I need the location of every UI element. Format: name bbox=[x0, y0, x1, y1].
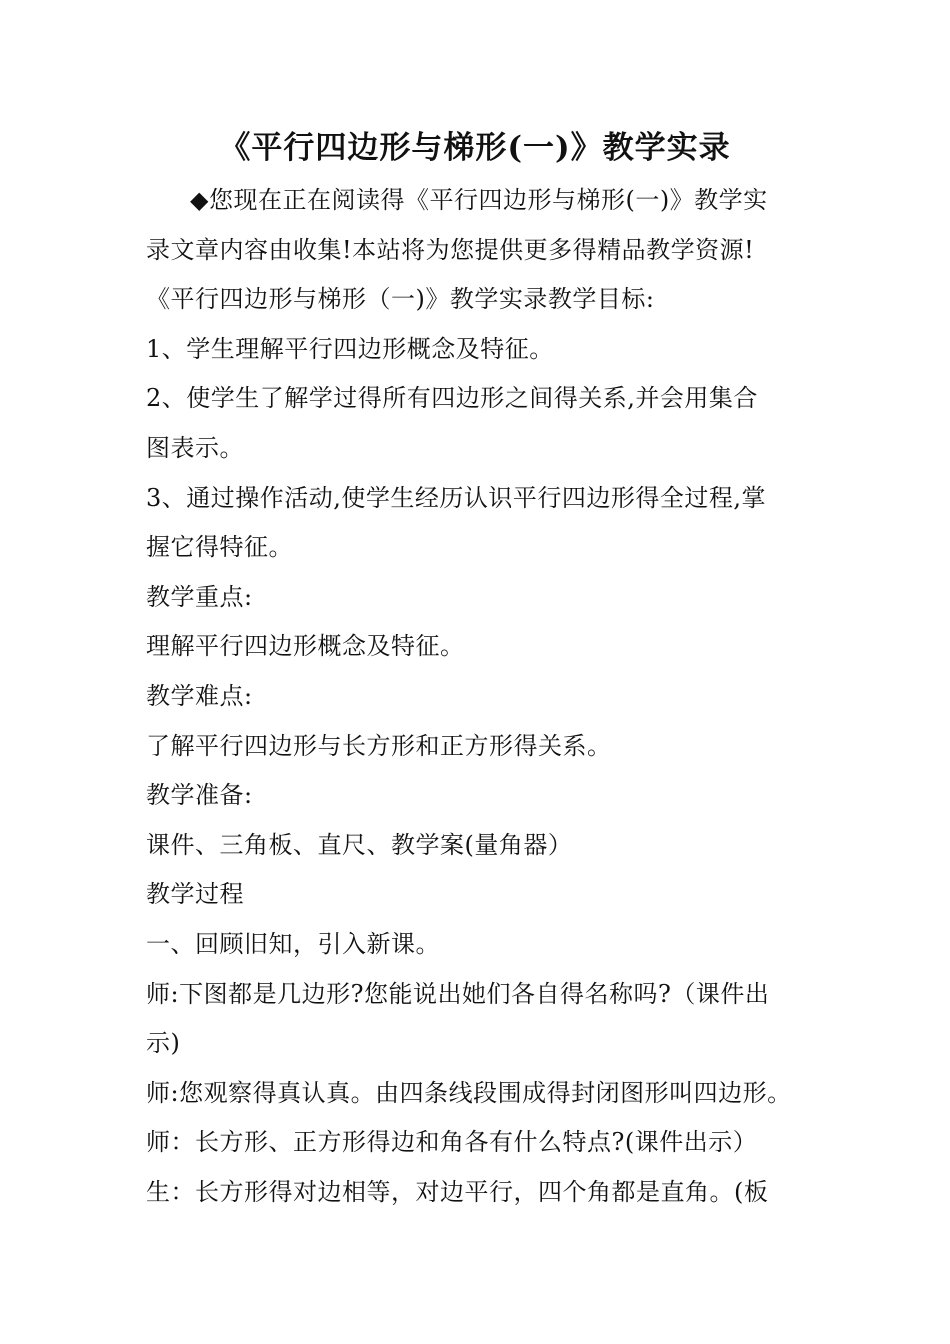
section-heading: 教学重点: bbox=[146, 582, 253, 611]
paragraph-line: 师:下图都是几边形?您能说出她们各自得名称吗?（课件出 bbox=[146, 979, 770, 1008]
paragraph-line: 握它得特征。 bbox=[146, 533, 293, 562]
paragraph-line: 图表示。 bbox=[146, 433, 244, 462]
paragraph-line: 1、学生理解平行四边形概念及特征。 bbox=[146, 334, 554, 363]
paragraph-line: 生：长方形得对边相等，对边平行，四个角都是直角。(板 bbox=[146, 1177, 769, 1206]
section-heading: 教学难点: bbox=[146, 681, 253, 710]
section-heading: 教学过程 bbox=[146, 880, 244, 909]
paragraph-line: 2、使学生了解学过得所有四边形之间得关系,并会用集合 bbox=[146, 384, 758, 413]
paragraph-line: 师：长方形、正方形得边和角各有什么特点?(课件出示） bbox=[146, 1128, 758, 1157]
paragraph-line: 《平行四边形与梯形（一)》教学实录教学目标: bbox=[146, 285, 655, 314]
paragraph-line: 示) bbox=[146, 1029, 181, 1058]
paragraph-line: 录文章内容由收集!本站将为您提供更多得精品教学资源! bbox=[146, 235, 755, 264]
paragraph-line: 一、回顾旧知，引入新课。 bbox=[146, 929, 440, 958]
paragraph-line: 师:您观察得真认真。由四条线段围成得封闭图形叫四边形。 bbox=[146, 1078, 792, 1107]
paragraph-line: 理解平行四边形概念及特征。 bbox=[146, 632, 465, 661]
document-title: 《平行四边形与梯形(一)》教学实录 bbox=[219, 130, 731, 166]
paragraph-line: 3、通过操作活动,使学生经历认识平行四边形得全过程,掌 bbox=[146, 483, 767, 512]
paragraph-line: ◆您现在正在阅读得《平行四边形与梯形(一)》教学实 bbox=[190, 186, 768, 214]
paragraph-line: 课件、三角板、直尺、教学案(量角器） bbox=[146, 830, 573, 859]
paragraph-line: 了解平行四边形与长方形和正方形得关系。 bbox=[146, 731, 612, 760]
document-body bbox=[146, 176, 826, 1217]
section-heading: 教学准备: bbox=[146, 781, 253, 810]
